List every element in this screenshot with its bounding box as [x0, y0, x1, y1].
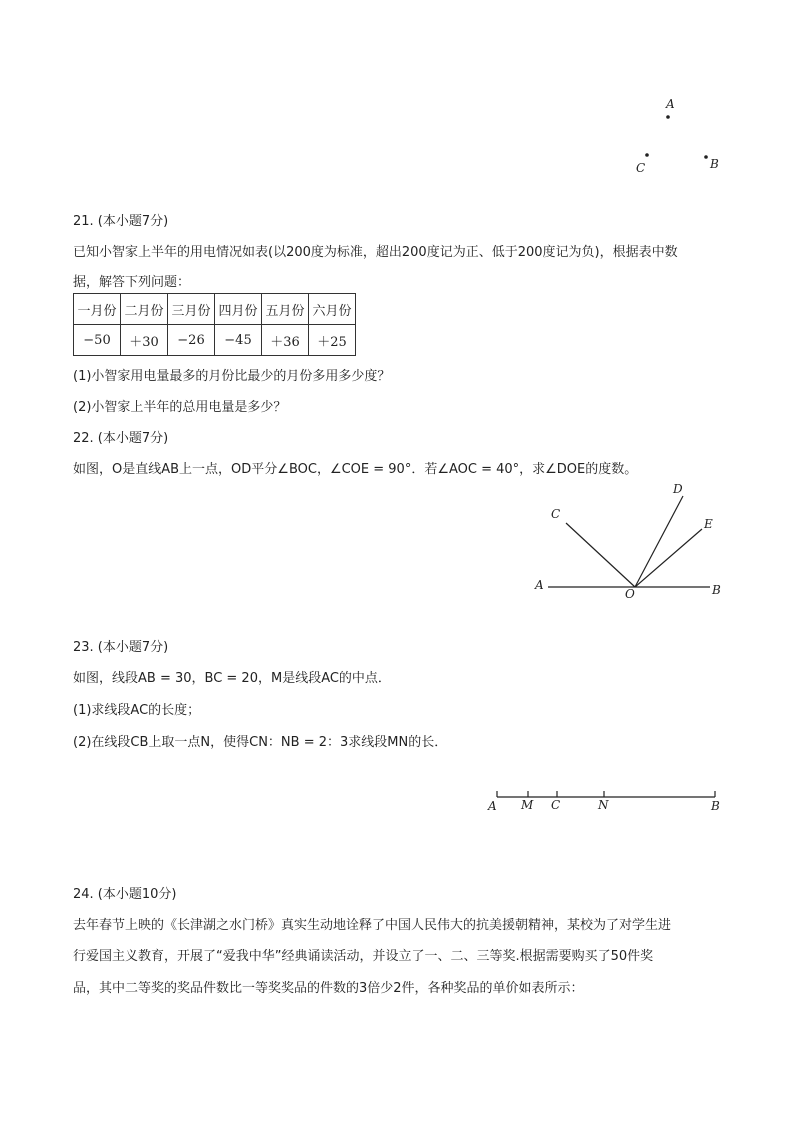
value-cell: −45 — [215, 325, 262, 356]
label-b: B — [710, 157, 719, 171]
q23-sub1: (1)求线段AC的长度； — [73, 703, 201, 718]
q24-header: 24. (本小题10分) — [73, 887, 177, 902]
label-m: M — [521, 798, 534, 812]
q21-line2: 据，解答下列问题： — [73, 275, 191, 290]
value-cell: ＋30 — [121, 325, 168, 356]
q24-line2: 行爱国主义教育，开展了“爱我中华”经典诵读活动，并设立了一、二、三等奖.根据需要购买了50件奖 — [73, 949, 654, 964]
q22-header: 22. (本小题7分) — [73, 431, 169, 446]
month-cell: 六月份 — [309, 294, 356, 325]
q23-text: 如图，线段AB = 30，BC = 20，M是线段AC的中点． — [73, 671, 391, 686]
label-c: C — [551, 507, 561, 521]
month-cell: 二月份 — [121, 294, 168, 325]
q21-header: 21. (本小题7分) — [73, 214, 169, 229]
label-c: C — [551, 798, 561, 812]
label-o: O — [625, 587, 635, 601]
label-c: C — [636, 161, 646, 175]
q24-line3: 品，其中二等奖的奖品件数比一等奖奖品的件数的3倍少2件，各种奖品的单价如表所示： — [73, 981, 584, 996]
label-e: E — [704, 517, 713, 531]
value-cell: −50 — [74, 325, 121, 356]
label-b: B — [712, 583, 721, 597]
label-n: N — [598, 798, 609, 812]
month-cell: 五月份 — [262, 294, 309, 325]
q24-line1: 去年春节上映的《长津湖之水门桥》真实生动地诠释了中国人民伟大的抗美援朝精神，某校为了对学生进 — [73, 918, 672, 933]
q23-header: 23. (本小题7分) — [73, 640, 169, 655]
label-a: A — [488, 799, 497, 813]
label-d: D — [673, 482, 683, 496]
month-cell: 四月份 — [215, 294, 262, 325]
label-b: B — [711, 799, 720, 813]
q21-sub2: (2)小智家上半年的总用电量是多少？ — [73, 400, 287, 415]
month-cell: 三月份 — [168, 294, 215, 325]
q21-sub1: (1)小智家用电量最多的月份比最少的月份多用多少度？ — [73, 369, 391, 384]
value-cell: −26 — [168, 325, 215, 356]
q23-sub2: (2)在线段CB上取一点N，使得CN：NB = 2：3求线段MN的长． — [73, 735, 448, 750]
q21-line1: 已知小智家上半年的用电情况如表(以200度为标准，超出200度记为正、低于200度记为负)，根据表中数 — [73, 245, 678, 260]
value-cell: ＋36 — [262, 325, 309, 356]
month-cell: 一月份 — [74, 294, 121, 325]
label-a: A — [535, 578, 544, 592]
value-cell: ＋25 — [309, 325, 356, 356]
q22-text: 如图，O是直线AB上一点，OD平分∠BOC，∠COE = 90°．若∠AOC = 40°，求∠DOE的度数。 — [73, 462, 638, 477]
label-a: A — [666, 97, 675, 111]
